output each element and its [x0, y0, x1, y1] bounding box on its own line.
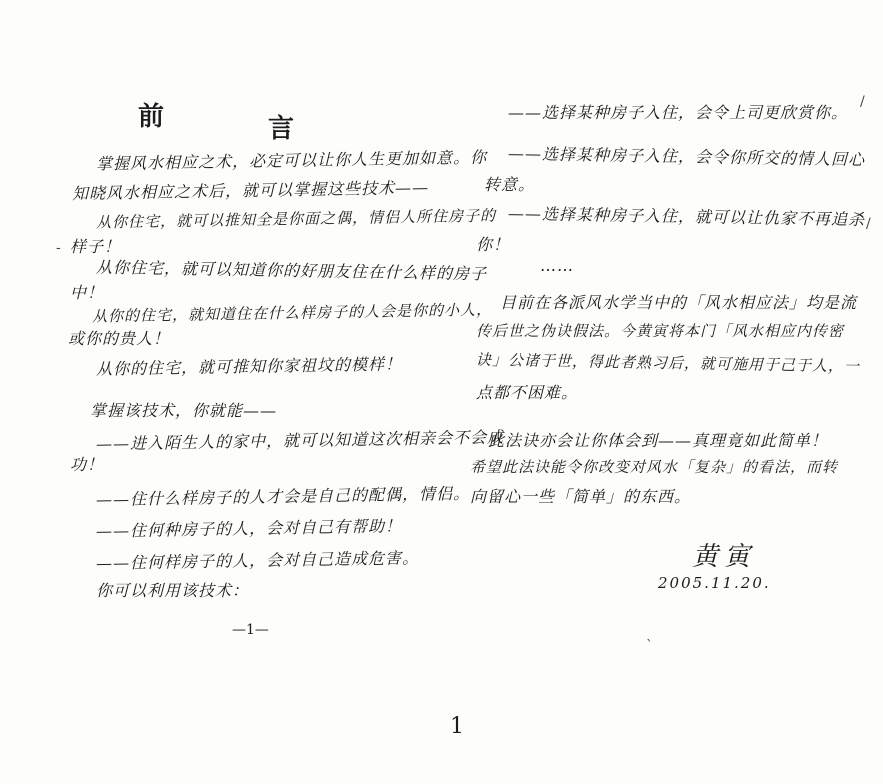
right-line-3: 转意。 [484, 175, 536, 194]
left-line-3: 从你住宅，就可以推知全是你面之偶，情侣人所住房子的 [95, 206, 497, 232]
right-line-1: ——选择某种房子入住，会令上司更欣赏你。 [508, 103, 849, 122]
left-line-5: 从你住宅，就可以知道你的好朋友住在什么样的房子 [95, 257, 488, 284]
right-line-4: ——选择某种房子入住，就可以让仇家不再追杀 [507, 203, 866, 230]
right-line-12: 向留心一些「简单」的东西。 [470, 487, 692, 506]
left-line-10: 掌握该技术，你就能—— [90, 401, 278, 420]
outer-page-number: 1 [450, 714, 464, 739]
left-line-6: 中！ [70, 283, 105, 302]
right-line-5: 你！ [476, 235, 511, 254]
stray-mark: ` [646, 638, 653, 654]
right-line-ellipsis: …… [540, 256, 574, 275]
left-line-8: 或你的贵人！ [68, 329, 171, 348]
right-line-6: 目前在各派风水学当中的「风水相应法」均是流 [500, 293, 858, 312]
stray-mark: - [56, 240, 61, 256]
right-line-7: 传后世之伪诀假法。今黄寅将本门「风水相应内传密 [476, 322, 845, 340]
title-char-1: 前 [138, 102, 165, 132]
left-line-16: 你可以利用该技术： [96, 581, 250, 600]
left-line-12: 功！ [70, 455, 105, 474]
right-line-11: 希望此法诀能令你改变对风水「复杂」的看法，而转 [470, 458, 839, 476]
right-line-10: 此法诀亦会让你体会到——真理竟如此简单！ [488, 431, 829, 450]
left-line-1: 掌握风水相应之术，必定可以让你人生更加如意。你 [95, 147, 488, 174]
left-line-4: 样子！ [70, 237, 122, 256]
left-line-9: 从你的住宅，就可推知你家祖坟的模样！ [95, 354, 403, 379]
left-line-2: 知晓风水相应之术后，就可以掌握这些技术—— [71, 177, 430, 204]
inner-page-number: —1— [232, 622, 269, 638]
right-line-9: 点都不困难。 [476, 383, 579, 402]
author-signature: 黄寅 [692, 542, 757, 572]
left-line-7: 从你的住宅，就知道住在什么样房子的人会是你的小人， [91, 300, 493, 326]
title-char-2: 言 [268, 114, 295, 144]
margin-mark: / [866, 216, 871, 232]
left-line-14: ——住何种房子的人，会对自己有帮助！ [95, 516, 403, 541]
left-line-11: ——进入陌生人的家中，就可以知道这次相亲会不会成 [95, 427, 505, 454]
margin-mark: / [860, 94, 865, 110]
right-line-2: ——选择某种房子入住，会令你所交的情人回心 [507, 143, 866, 170]
signature-date: 2005.11.20. [658, 574, 771, 592]
left-line-13: ——住什么样房子的人才会是自己的配偶，情侣。 [95, 483, 471, 510]
left-line-15: ——住何样房子的人，会对自己造成危害。 [95, 548, 420, 573]
right-line-8: 诀」公诸于世，得此者熟习后，就可施用于己于人，一 [475, 350, 861, 376]
